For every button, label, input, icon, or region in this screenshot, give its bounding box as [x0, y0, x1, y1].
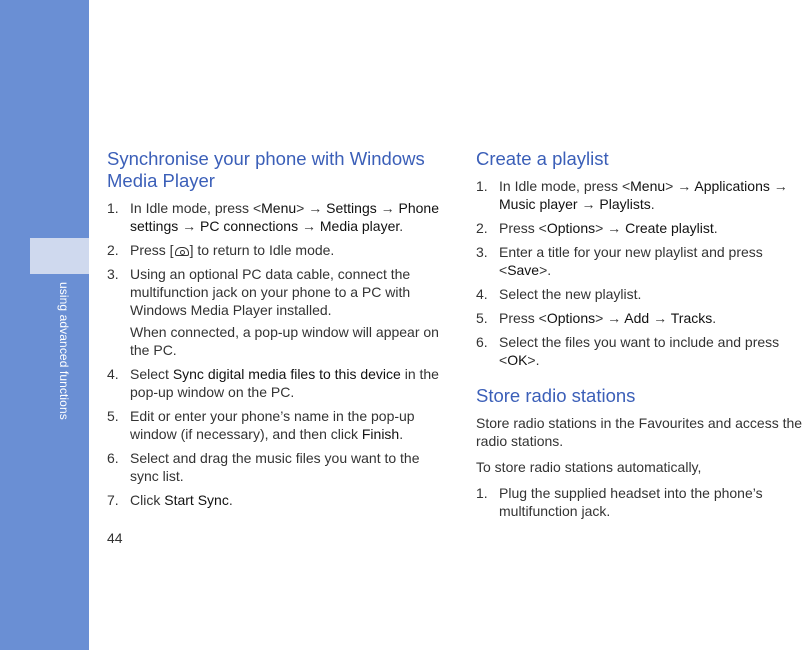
menu-term: Finish	[361, 426, 400, 442]
sync-steps	[107, 199, 447, 509]
step-text: Using an optional PC data cable, connect the multifunction jack on your phone to a PC with Windows Media Player installed.	[130, 266, 411, 318]
step-number: 4.	[476, 286, 488, 302]
step-text: .	[399, 218, 404, 234]
step-number: 6.	[476, 334, 488, 350]
list-item	[107, 241, 447, 259]
step-text: Click	[130, 492, 165, 508]
step-text: > →	[296, 200, 327, 216]
radio-intro-2: To store radio stations automatically,	[476, 459, 702, 475]
step-text: In Idle mode, press <	[130, 200, 262, 216]
step-number: 2.	[476, 220, 488, 236]
list-item	[476, 285, 811, 303]
sidebar	[0, 0, 89, 650]
step-text: Edit or enter your phone’s name in the pop-up window (if necessary), and then click	[130, 408, 415, 442]
step-text: Select and drag the music files you want to the sync list.	[130, 450, 420, 484]
menu-term: Applications	[694, 178, 770, 194]
step-number: 2.	[107, 242, 119, 258]
step-text: →	[376, 200, 399, 216]
right-column	[476, 148, 811, 526]
step-text: →	[649, 310, 671, 326]
sidebar-tab	[30, 238, 89, 274]
step-text: >.	[539, 262, 552, 278]
end-key-icon	[175, 247, 189, 256]
step-number: 1.	[476, 485, 488, 501]
step-text: .	[713, 220, 718, 236]
menu-term: Save	[507, 262, 540, 278]
step-number: 1.	[476, 178, 488, 194]
menu-term: Phone settings	[130, 200, 439, 234]
sidebar-section-label: using advanced functions	[57, 282, 71, 420]
step-text: > →	[595, 220, 626, 236]
list-item	[107, 199, 447, 235]
step-text: Plug the supplied headset into the phone’s multifunction jack.	[499, 485, 763, 519]
step-text: →	[577, 196, 600, 212]
menu-term: Menu	[261, 200, 297, 216]
list-item	[476, 243, 811, 279]
menu-term: OK	[507, 352, 528, 368]
step-text: ] to return to Idle mode.	[189, 242, 335, 258]
left-column	[107, 148, 447, 515]
step-text: >.	[527, 352, 540, 368]
list-item	[476, 333, 811, 369]
step-note: When connected, a pop-up window will appear on the PC.	[130, 324, 439, 358]
menu-term: Media player	[319, 218, 400, 234]
menu-term: Tracks	[670, 310, 713, 326]
menu-term: Menu	[630, 178, 666, 194]
step-text: →	[298, 218, 320, 234]
step-text: Press [	[130, 242, 174, 258]
step-number: 5.	[476, 310, 488, 326]
step-text: →	[178, 218, 201, 234]
step-text: .	[712, 310, 717, 326]
sync-heading: Synchronise your phone with Windows Media Player	[107, 148, 425, 191]
list-item	[476, 219, 811, 237]
list-item	[107, 407, 447, 443]
playlist-steps	[476, 177, 811, 369]
menu-term: Options	[546, 220, 596, 236]
step-text: .	[228, 492, 233, 508]
menu-term: Create playlist	[625, 220, 714, 236]
list-item	[107, 449, 447, 485]
menu-term: Add	[624, 310, 650, 326]
step-text: > →	[665, 178, 695, 194]
list-item	[476, 309, 811, 327]
radio-steps	[476, 484, 811, 520]
step-text: Select	[130, 366, 173, 382]
menu-term: PC connections	[200, 218, 299, 234]
step-text: Select the new playlist.	[499, 286, 642, 302]
step-text: in the pop-up window on the PC.	[130, 366, 439, 400]
step-number: 3.	[107, 266, 119, 282]
step-text: Enter a title for your new playlist and press <	[499, 244, 763, 278]
step-number: 5.	[107, 408, 119, 424]
step-number: 4.	[107, 366, 119, 382]
step-text: →	[769, 178, 788, 194]
step-text: .	[650, 196, 655, 212]
step-text: Select the files you want to include and press <	[499, 334, 780, 368]
menu-term: Sync digital media files to this device	[172, 366, 401, 382]
list-item	[107, 365, 447, 401]
step-number: 1.	[107, 200, 119, 216]
menu-term: Playlists	[599, 196, 651, 212]
list-item	[476, 177, 811, 213]
page-number: 44	[107, 530, 123, 546]
step-text: > →	[595, 310, 625, 326]
radio-heading: Store radio stations	[476, 385, 636, 406]
step-number: 3.	[476, 244, 488, 260]
list-item	[107, 491, 447, 509]
step-text: Press <	[499, 310, 547, 326]
list-item	[476, 484, 811, 520]
radio-intro: Store radio stations in the Favourites and access the radio stations.	[476, 415, 803, 449]
playlist-heading: Create a playlist	[476, 148, 609, 169]
step-text: In Idle mode, press <	[499, 178, 631, 194]
step-text: Press <	[499, 220, 547, 236]
menu-term: Settings	[326, 200, 377, 216]
list-item	[107, 265, 447, 359]
menu-term: Music player	[499, 196, 578, 212]
step-number: 6.	[107, 450, 119, 466]
menu-term: Options	[546, 310, 596, 326]
menu-term: Start Sync	[164, 492, 229, 508]
step-number: 7.	[107, 492, 119, 508]
step-text: .	[399, 426, 404, 442]
